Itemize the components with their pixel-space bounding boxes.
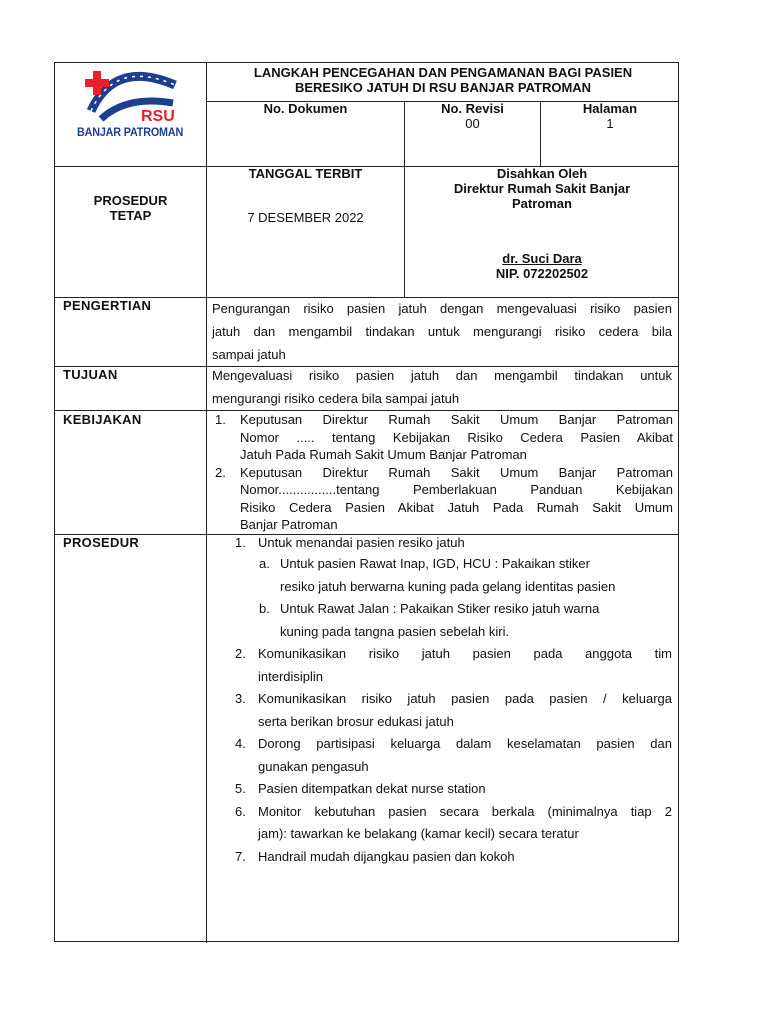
prosedur-item-number: 3. bbox=[235, 691, 246, 706]
hospital-logo bbox=[75, 65, 195, 145]
disahkan-line-2: Direktur Rumah Sakit Banjar bbox=[453, 181, 631, 196]
no-revisi-label: No. Revisi bbox=[441, 101, 504, 116]
pengertian-text bbox=[212, 297, 672, 366]
prosedur-item-number: a. bbox=[259, 556, 270, 571]
prosedur-item bbox=[235, 643, 672, 688]
kebijakan-line: Jatuh Pada Rumah Sakit Umum Banjar Patroman bbox=[240, 447, 527, 462]
prosedur-tetap-line-1: PROSEDUR bbox=[93, 193, 168, 208]
prosedur-item-number: 4. bbox=[235, 736, 246, 751]
sop-table bbox=[54, 62, 679, 942]
prosedur-item-number: 6. bbox=[235, 803, 246, 819]
kebijakan-line: Keputusan Direktur Rumah Sakit Umum Banjar Patroman bbox=[240, 464, 673, 480]
prosedur-line: gunakan pengasuh bbox=[258, 758, 369, 774]
prosedur-line: resiko jatuh berwarna kuning pada gelang identitas pasien bbox=[280, 578, 616, 594]
prosedur-tetap bbox=[55, 193, 206, 223]
prosedur-item bbox=[235, 801, 672, 846]
kebijakan-item-number: 1. bbox=[215, 412, 226, 427]
kebijakan-line: Banjar Patroman bbox=[240, 517, 338, 532]
prosedur-item-number: 7. bbox=[235, 848, 246, 864]
prosedur-subitem bbox=[235, 553, 672, 598]
prosedur-line: jam): tawarkan ke belakang (kamar kecil) secara teratur bbox=[258, 826, 579, 841]
pengertian-line: sampai jatuh bbox=[212, 347, 286, 362]
halaman-cell bbox=[541, 101, 679, 131]
kebijakan-item bbox=[215, 411, 673, 464]
pengertian-label: PENGERTIAN bbox=[63, 298, 152, 313]
title-line-1: LANGKAH PENCEGAHAN DAN PENGAMANAN BAGI PASIEN bbox=[253, 65, 633, 80]
title-line-2: BERESIKO JATUH DI RSU BANJAR PATROMAN bbox=[294, 80, 592, 95]
tujuan-text bbox=[212, 364, 672, 410]
prosedur-label: PROSEDUR bbox=[63, 535, 140, 550]
pengertian-line: jatuh dan mengambil tindakan untuk mengurangi risiko cedera bila bbox=[212, 324, 672, 339]
logo-brand-name: BANJAR PATROMAN bbox=[77, 125, 184, 139]
prosedur-subitem bbox=[235, 598, 672, 643]
prosedur-line: interdisiplin bbox=[258, 668, 324, 684]
tujuan-label: TUJUAN bbox=[63, 367, 118, 382]
prosedur-line: Pasien ditempatkan dekat nurse station bbox=[258, 781, 486, 796]
prosedur-line: Monitor kebutuhan pasien secara berkala (minimalnya tiap 2 bbox=[258, 803, 672, 819]
disahkan-line-1: Disahkan Oleh bbox=[496, 166, 588, 181]
prosedur-item bbox=[235, 534, 672, 551]
prosedur-line: Handrail mudah dijangkau pasien dan kokoh bbox=[258, 848, 515, 864]
no-dokumen-label: No. Dokumen bbox=[263, 101, 348, 116]
tujuan-line: mengurangi risiko cedera bila sampai jatuh bbox=[212, 391, 460, 406]
tanggal-terbit-label: TANGGAL TERBIT bbox=[248, 166, 363, 181]
prosedur-line: Dorong partisipasi keluarga dalam keselamatan pasien dan bbox=[258, 736, 672, 751]
tanggal-terbit-value: 7 DESEMBER 2022 bbox=[247, 210, 364, 225]
kebijakan-line: Nomor ..... tentang Kebijakan Risiko Cedera Pasien Akibat bbox=[240, 429, 673, 445]
disahkan-line-3: Patroman bbox=[512, 196, 572, 211]
kebijakan-list bbox=[215, 411, 673, 534]
halaman-label: Halaman bbox=[582, 101, 638, 116]
prosedur-line: kuning pada tangna pasien sebelah kiri. bbox=[280, 623, 510, 639]
prosedur-tetap-line-2: TETAP bbox=[109, 208, 152, 223]
kebijakan-line: Risiko Cedera Pasien Akibat Jatuh Pada Rumah Sakit Umum bbox=[240, 499, 673, 515]
kebijakan-line: Nomor................tentang Pemberlakuan Panduan Kebijakan bbox=[240, 482, 673, 497]
prosedur-item-number: b. bbox=[259, 601, 270, 616]
prosedur-list bbox=[235, 534, 672, 868]
tujuan-line: Mengevaluasi risiko pasien jatuh dan mengambil tindakan untuk bbox=[212, 368, 672, 383]
prosedur-line: Komunikasikan risiko jatuh pasien pada anggota tim bbox=[258, 646, 672, 661]
prosedur-line: Untuk Rawat Jalan : Pakaikan Stiker resiko jatuh warna bbox=[280, 601, 600, 616]
kebijakan-line: Keputusan Direktur Rumah Sakit Umum Banjar Patroman bbox=[240, 412, 673, 427]
kebijakan-item-number: 2. bbox=[215, 464, 226, 480]
pengertian-line: Pengurangan risiko pasien jatuh dengan mengevaluasi risiko pasien bbox=[212, 301, 672, 316]
prosedur-line: Untuk menandai pasien resiko jatuh bbox=[258, 535, 465, 550]
kebijakan-item bbox=[215, 464, 673, 534]
svg-text:RSU: RSU bbox=[141, 108, 175, 125]
no-revisi-value: 00 bbox=[465, 116, 480, 131]
signer-name: dr. Suci Dara bbox=[502, 251, 582, 266]
kebijakan-label: KEBIJAKAN bbox=[63, 412, 142, 427]
signer-nip: NIP. 072202502 bbox=[495, 266, 589, 281]
prosedur-item-number: 2. bbox=[235, 646, 246, 661]
document-title bbox=[207, 63, 679, 101]
halaman-value: 1 bbox=[606, 116, 614, 131]
divider-label-column bbox=[206, 63, 207, 943]
no-revisi-cell bbox=[405, 101, 540, 131]
prosedur-line: Komunikasikan risiko jatuh pasien pada pasien / keluarga bbox=[258, 691, 672, 706]
prosedur-item bbox=[235, 733, 672, 778]
prosedur-item bbox=[235, 778, 672, 801]
prosedur-item-number: 1. bbox=[235, 535, 246, 550]
no-dokumen-cell bbox=[207, 101, 404, 116]
disahkan-oleh-cell bbox=[405, 166, 679, 281]
prosedur-item bbox=[235, 688, 672, 733]
prosedur-item bbox=[235, 846, 672, 869]
prosedur-item-number: 5. bbox=[235, 781, 246, 796]
prosedur-line: serta berikan brosur edukasi jatuh bbox=[258, 713, 454, 729]
prosedur-line: Untuk pasien Rawat Inap, IGD, HCU : Pakaikan stiker bbox=[280, 556, 590, 571]
